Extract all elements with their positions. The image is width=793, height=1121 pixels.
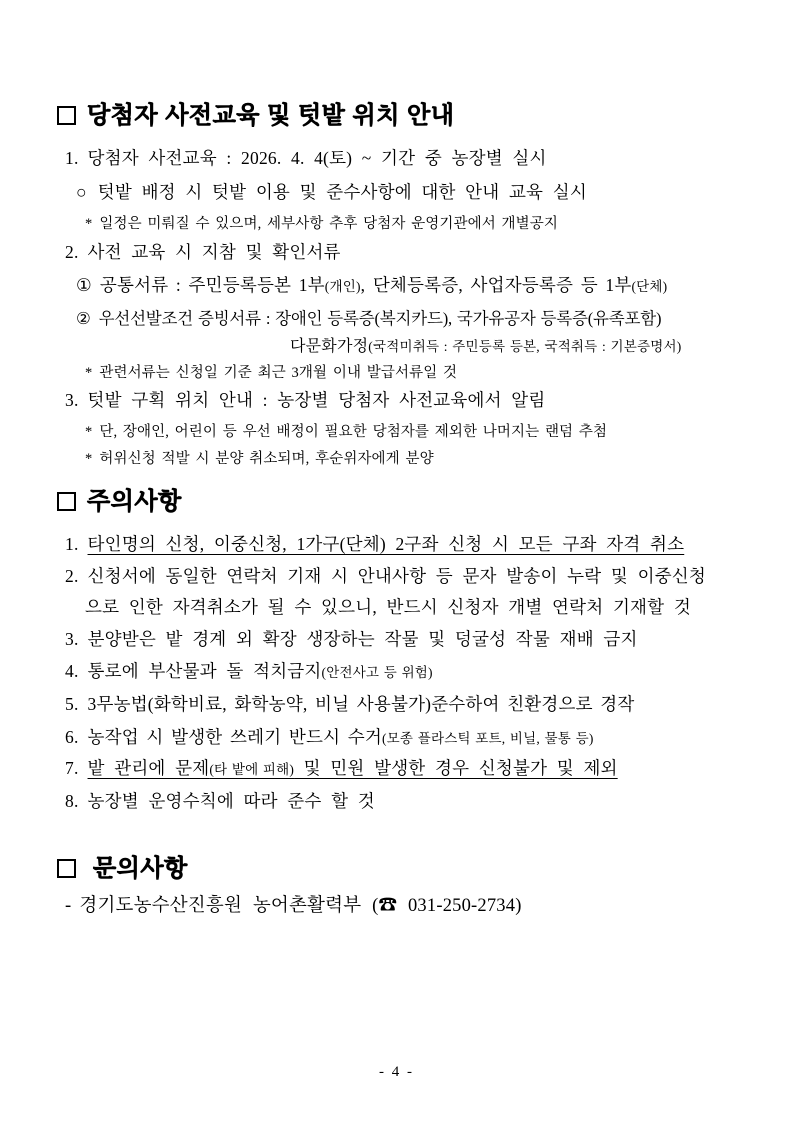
item-number: 2.	[65, 242, 79, 263]
asterisk-marker: *	[85, 423, 93, 440]
section-title: 문의사항	[93, 854, 188, 882]
note-text: 허위신청 적발 시 분양 취소되며, 후순위자에게 분양	[99, 450, 434, 467]
page-number: - 4 -	[379, 1064, 414, 1080]
caution-item-contact-line2	[57, 597, 743, 619]
asterisk-marker: *	[85, 216, 93, 233]
list-item-documents	[57, 242, 743, 264]
item-number: 8.	[65, 790, 79, 811]
list-item-education-date	[57, 148, 743, 170]
asterisk-marker: *	[85, 450, 93, 467]
item-text: 분양받은 밭 경계 외 확장 생장하는 작물 및 덩굴성 작물 재배 금지	[87, 629, 638, 650]
caution-item-farm-rules	[57, 791, 743, 813]
asterisk-marker: *	[85, 364, 93, 381]
caution-item-aisle	[57, 661, 743, 683]
item-text-underlined	[88, 758, 618, 778]
note-schedule	[57, 215, 743, 233]
contact-info	[57, 895, 743, 918]
item-paren-text: (단체)	[631, 279, 668, 295]
section-header-pre-education	[57, 102, 743, 130]
item-paren-text: (안전사고 등 위험)	[321, 665, 433, 681]
circle-bullet-icon: ○	[76, 182, 87, 203]
note-false-application	[57, 450, 743, 468]
note-text: 일정은 미뤄질 수 있으며, 세부사항 추후 당첨자 운영기관에서 개별공지	[99, 216, 558, 233]
item-paren-text: (모종 플라스틱 포트, 비닐, 물통 등)	[381, 730, 594, 746]
item-text: 당첨자 사전교육 : 2026. 4. 4(토) ~ 기간 중 농장별 실시	[87, 147, 547, 168]
item-text: 사전 교육 시 지참 및 확인서류	[87, 242, 341, 263]
item-text: 다문화가정	[290, 337, 369, 355]
caution-item-eco-farming	[57, 694, 743, 716]
item-paren-text: (개인)	[324, 279, 361, 295]
note-text: 단, 장애인, 어린이 등 우선 배정이 필요한 당첨자를 제외한 나머지는 랜덤 추첨	[99, 423, 608, 440]
caution-item-contact-line1	[57, 566, 743, 588]
dash-marker: -	[65, 896, 72, 917]
section-title: 당첨자 사전교육 및 텃밭 위치 안내	[87, 102, 455, 129]
list-item-priority-documents	[57, 309, 743, 330]
section-header-inquiries	[57, 855, 743, 883]
item-text: 및 민원 발생한 경우 신청불가 및 제외	[294, 757, 618, 778]
item-text: 3무농법(화학비료, 화학농약, 비닐 사용불가)준수하여 친환경으로 경작	[87, 694, 635, 715]
item-number: 6.	[65, 726, 79, 747]
item-text: 텃밭 배정 시 텃밭 이용 및 준수사항에 대한 안내 교육 실시	[97, 182, 587, 203]
section-header-cautions	[57, 488, 743, 516]
note-text: 관련서류는 신청일 기준 최근 3개월 이내 발급서류일 것	[99, 364, 458, 381]
item-number: 5.	[65, 694, 79, 715]
caution-item-complaints	[57, 758, 743, 780]
item-number: 3.	[65, 629, 79, 650]
item-text: 공통서류 : 주민등록등본 1부	[99, 275, 325, 296]
item-number: 1.	[65, 147, 79, 168]
item-paren-text: (타 밭에 피해)	[209, 761, 295, 777]
note-random-draw	[57, 423, 743, 441]
list-item-common-documents	[57, 275, 743, 297]
item-text: 통로에 부산물과 돌 적치금지	[87, 661, 322, 682]
contact-text: 경기도농수산진흥원 농어촌활력부 (☎ 031-250-2734)	[79, 896, 522, 917]
section-title: 주의사항	[87, 488, 182, 516]
item-text: 농작업 시 발생한 쓰레기 반드시 수거	[87, 726, 382, 747]
circled-number-1-marker: ①	[76, 275, 92, 296]
square-bullet-icon	[57, 859, 76, 878]
item-paren-text: (국적미취득 : 주민등록 등본, 국적취득 : 기본증명서)	[368, 338, 682, 354]
item-text: 밭 관리에 문제	[87, 757, 210, 778]
item-number: 3.	[65, 389, 79, 410]
square-bullet-icon	[57, 492, 76, 511]
square-bullet-icon	[57, 106, 76, 125]
item-number: 7.	[65, 757, 79, 778]
item-text: 농장별 운영수칙에 따라 준수 할 것	[87, 790, 375, 811]
list-item-multicultural	[57, 335, 743, 357]
item-text: 신청서에 동일한 연락처 기재 시 안내사항 등 문자 발송이 누락 및 이중신청	[87, 565, 707, 586]
note-document-validity	[57, 364, 743, 382]
item-text: 으로 인한 자격취소가 될 수 있으니, 반드시 신청자 개별 연락처 기재할 것	[85, 597, 691, 618]
item-text-underlined: 타인명의 신청, 이중신청, 1가구(단체) 2구좌 신청 시 모든 구좌 자격 취소	[87, 533, 685, 554]
item-text: 우선선발조건 증빙서류 : 장애인 등록증(복지카드), 국가유공자 등록증(유족포함)	[98, 309, 662, 329]
item-number: 2.	[65, 565, 79, 586]
item-text: , 단체등록증, 사업자등록증 등 1부	[360, 275, 632, 296]
circled-number-2-marker: ②	[76, 309, 91, 329]
caution-item-trash	[57, 727, 743, 749]
item-text: 텃밭 구획 위치 안내 : 농장별 당첨자 사전교육에서 알림	[87, 389, 546, 410]
list-item-education-content	[57, 182, 743, 204]
item-number: 1.	[65, 533, 79, 554]
item-number: 4.	[65, 661, 79, 682]
list-item-plot-location	[57, 390, 743, 412]
caution-item-crops	[57, 629, 743, 651]
caution-item-disqualification	[57, 534, 743, 556]
